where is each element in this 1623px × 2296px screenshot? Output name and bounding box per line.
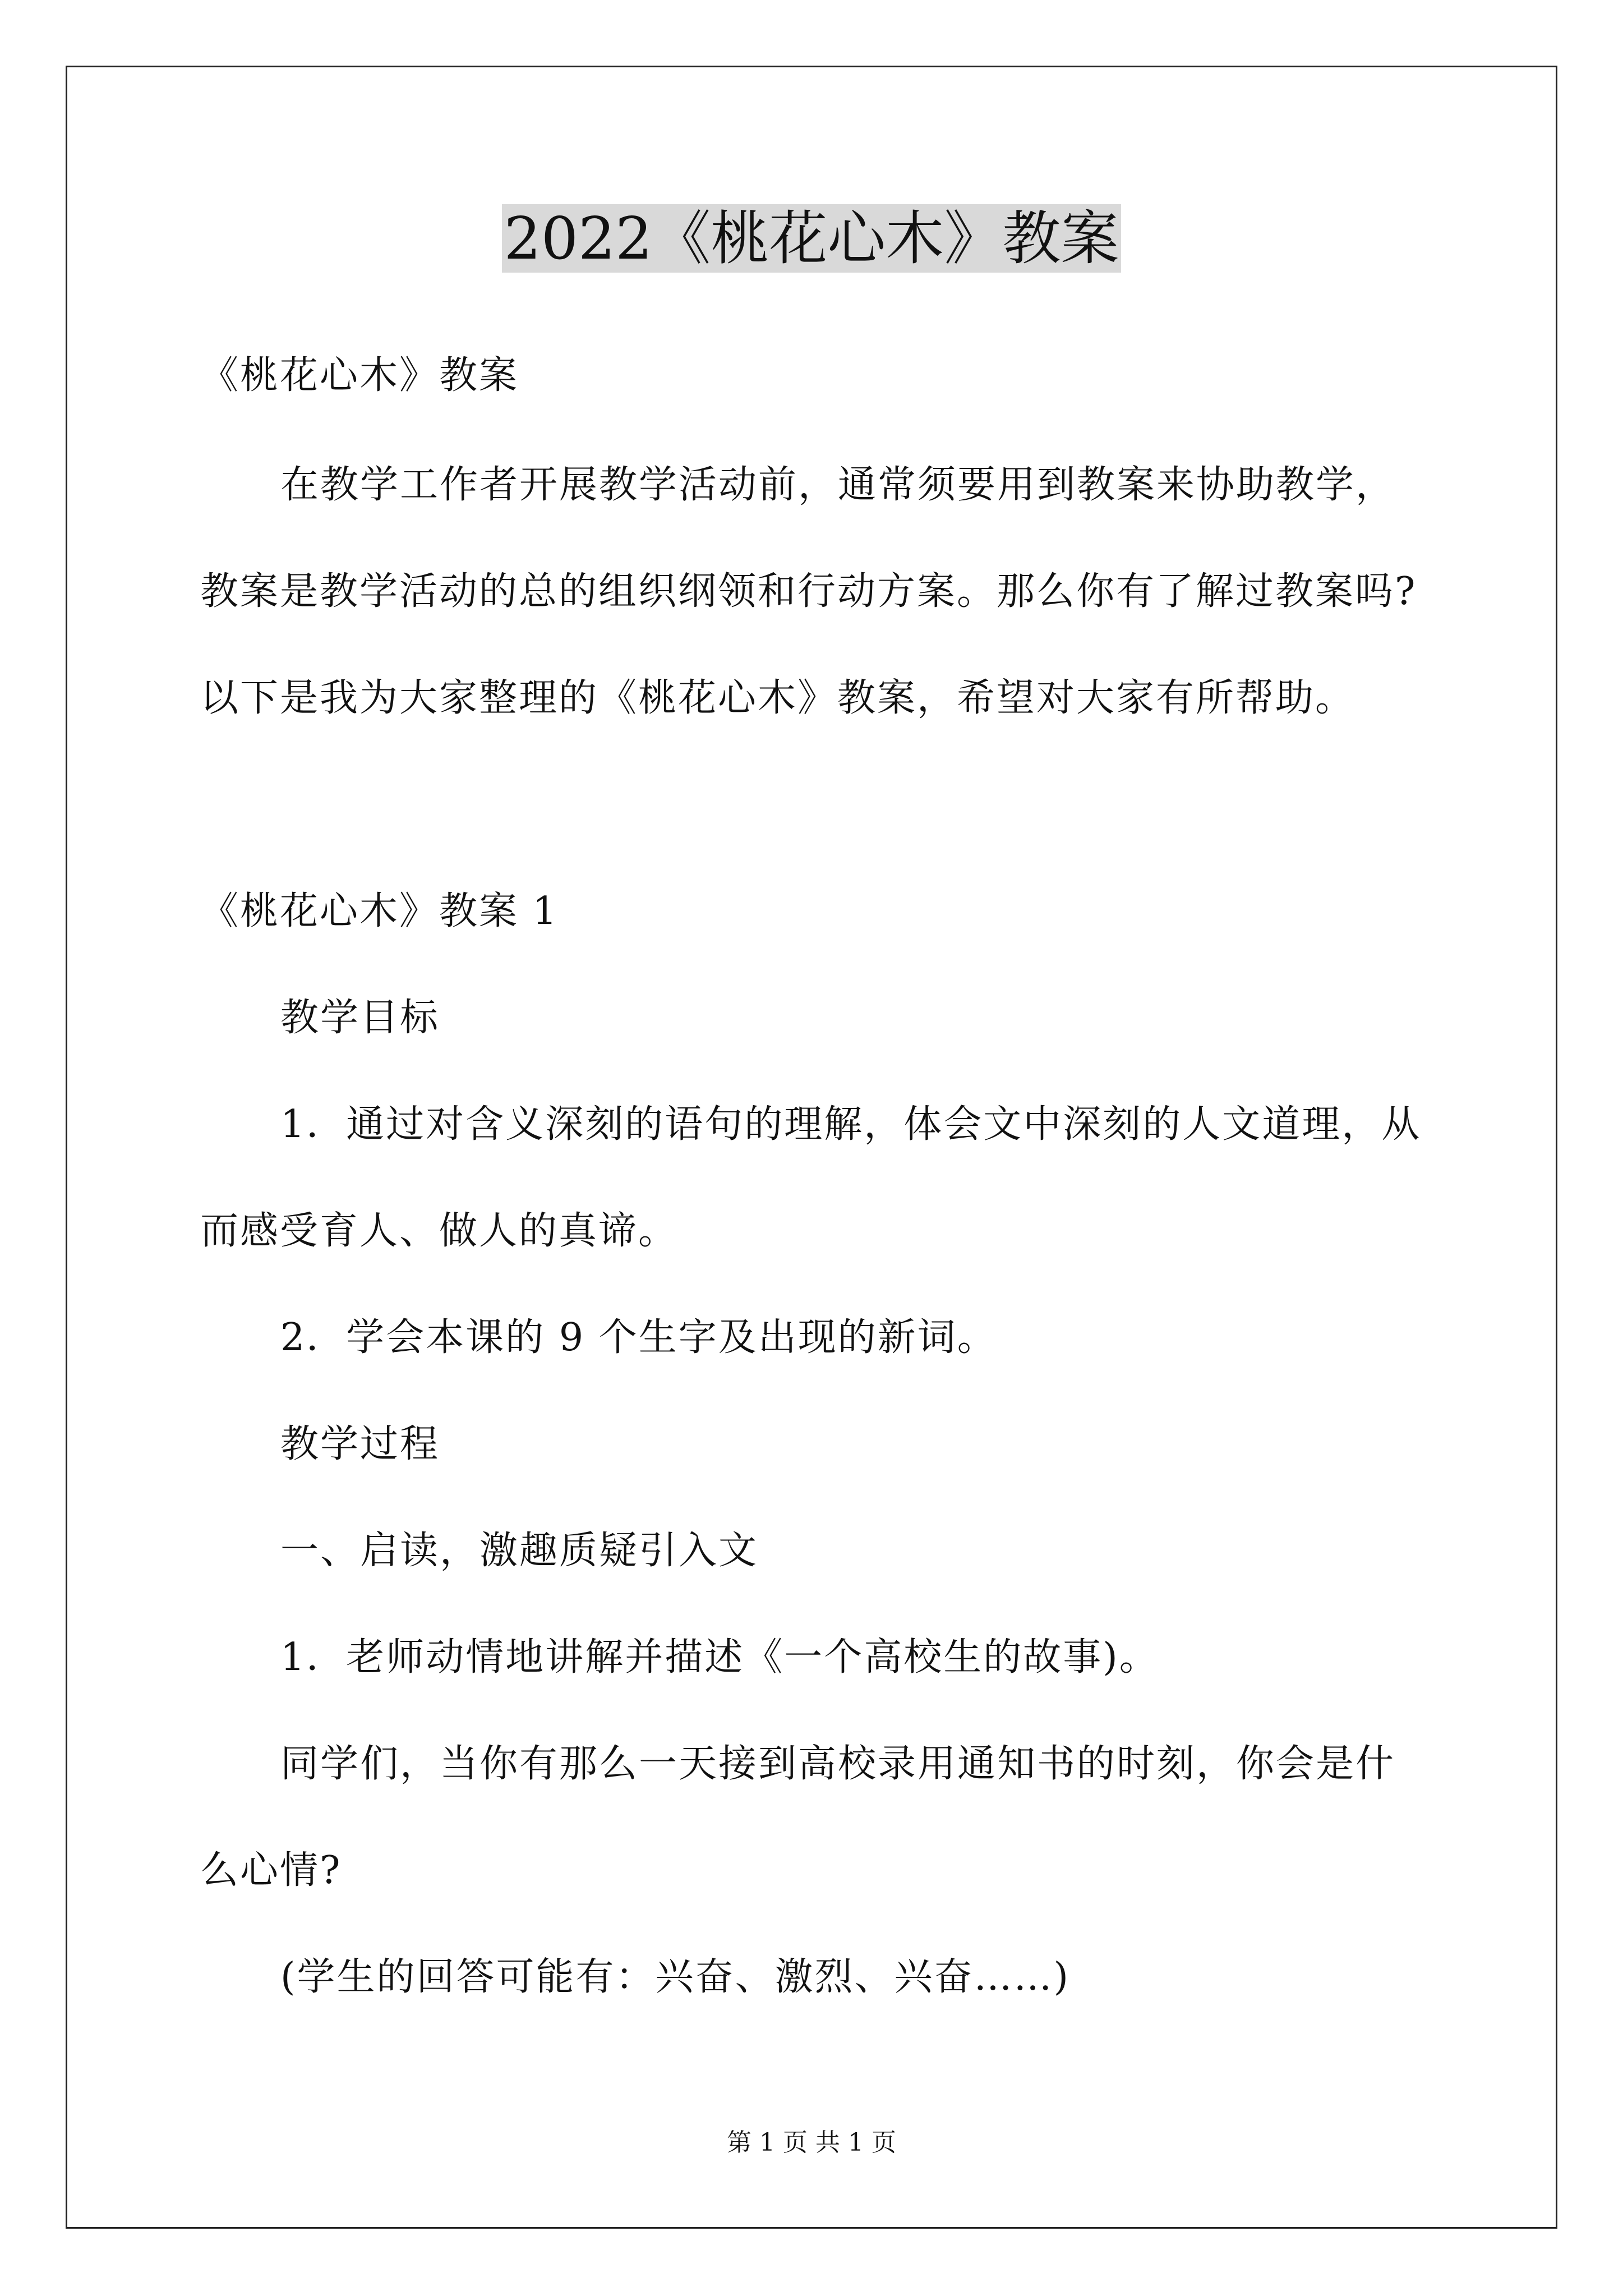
intro-line-3: 以下是我为大家整理的《桃花心木》教案，希望对大家有所帮助。: [200, 676, 1355, 720]
intro-line-2: 教案是教学活动的总的组织纲领和行动方案。那么你有了解过教案吗?: [200, 569, 1417, 614]
answer-note: (学生的回答可能有：兴奋、激烈、兴奋……): [280, 1955, 1071, 1999]
goal-1-line-1: 1．通过对含义深刻的语句的理解，体会文中深刻的人文道理，从: [280, 1102, 1422, 1147]
process-heading: 教学过程: [280, 1422, 440, 1466]
step-1-item-1: 1．老师动情地讲解并描述《一个高校生的故事)。: [280, 1635, 1159, 1680]
document-title: [0, 199, 1623, 278]
goals-heading: 教学目标: [280, 996, 440, 1040]
document-subtitle: 《桃花心木》教案: [200, 353, 519, 398]
section-heading: 《桃花心木》教案 1: [200, 889, 559, 933]
question-line-2: 么心情?: [200, 1848, 342, 1893]
goal-2: 2．学会本课的 9 个生字及出现的新词。: [280, 1315, 997, 1360]
step-1-heading: 一、启读，激趣质疑引入文: [280, 1529, 759, 1573]
page-footer: 第 1 页 共 1 页: [727, 2128, 896, 2157]
document-title-text: 2022《桃花心木》教案: [502, 204, 1122, 273]
intro-line-1: 在教学工作者开展教学活动前，通常须要用到教案来协助教学，: [280, 463, 1396, 507]
question-line-1: 同学们，当你有那么一天接到高校录用通知书的时刻，你会是什: [280, 1742, 1396, 1786]
goal-1-line-2: 而感受育人、做人的真谛。: [200, 1209, 679, 1253]
